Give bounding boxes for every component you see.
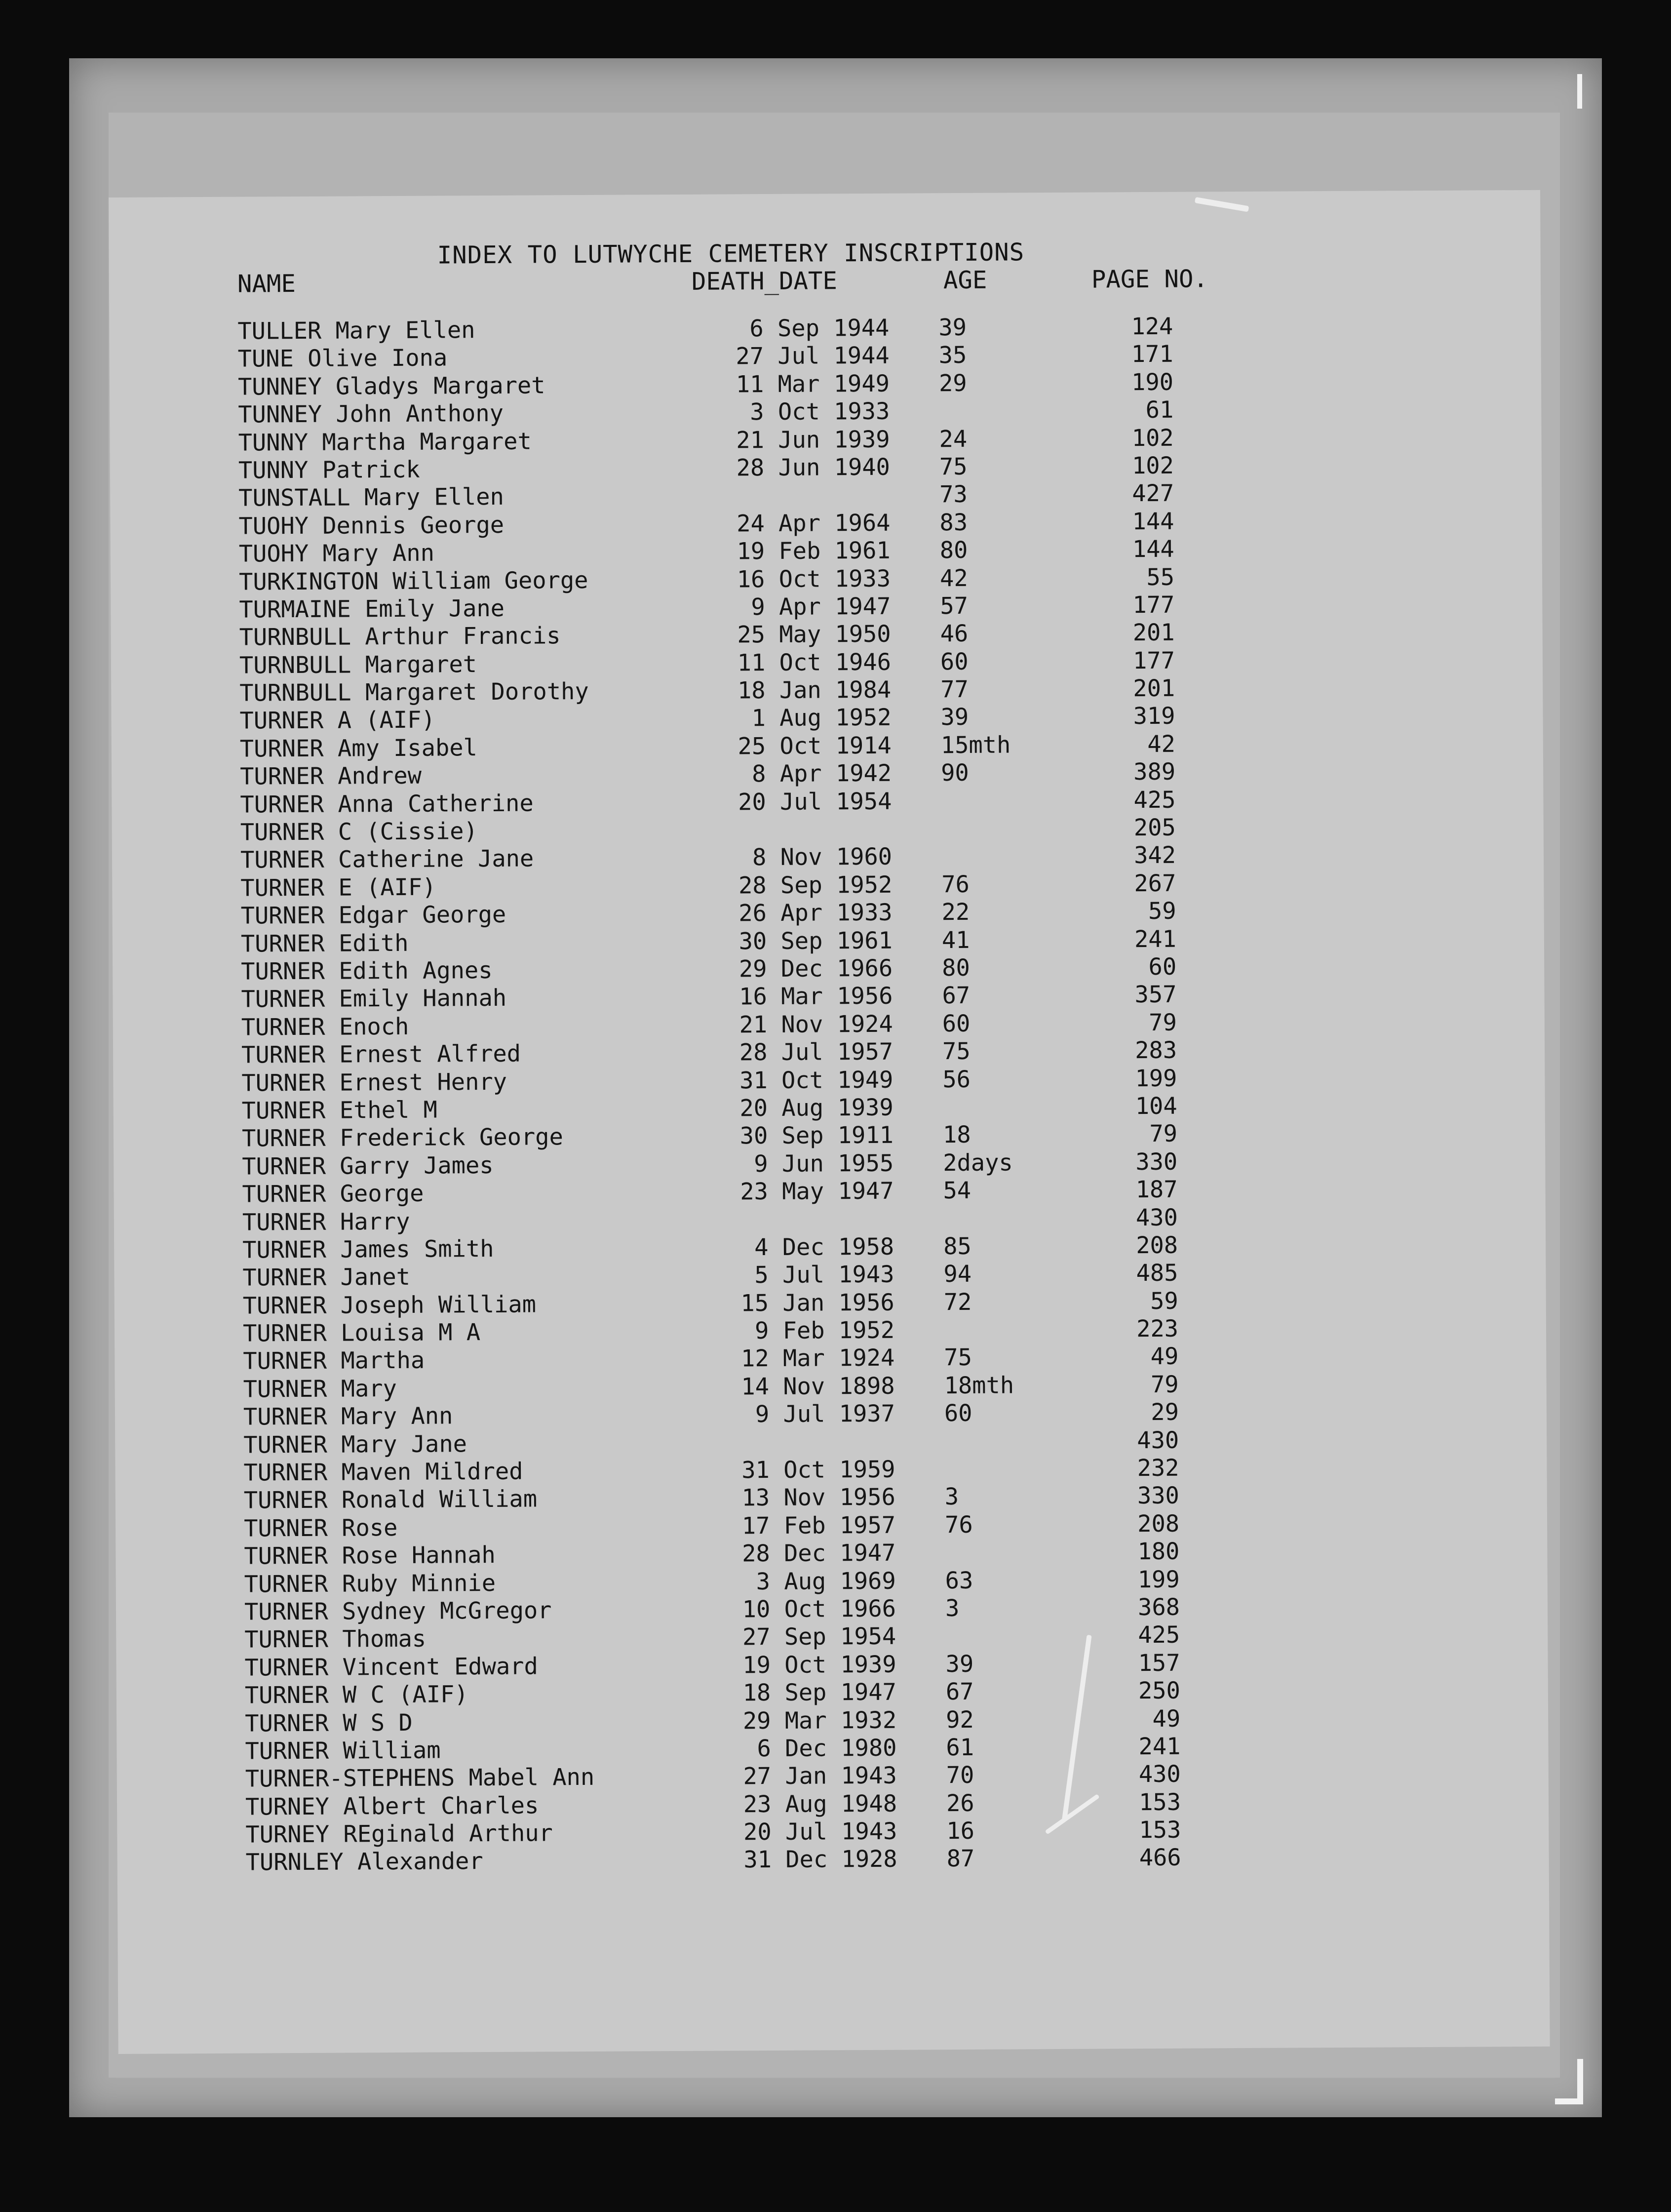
entry-page-no: 368 [1137, 1593, 1180, 1621]
entry-age: 75 [939, 453, 968, 481]
entry-death-date: 5 Jul 1943 [754, 1261, 894, 1289]
entry-age: 3 [945, 1594, 960, 1622]
entry-page-no: 49 [1152, 1705, 1181, 1733]
entry-age: 26 [946, 1789, 974, 1817]
entry-age: 73 [939, 481, 968, 509]
entry-death-date: 30 Sep 1961 [738, 927, 893, 955]
entry-name: TURNER Thomas [244, 1625, 427, 1654]
entry-death-date: 23 May 1947 [740, 1177, 894, 1206]
entry-death-date: 12 Mar 1924 [740, 1344, 895, 1373]
entry-page-no: 425 [1138, 1621, 1180, 1649]
entry-name: TURNER Louisa M A [242, 1319, 481, 1347]
entry-age: 35 [938, 342, 967, 369]
entry-age: 18 [942, 1121, 971, 1149]
entry-death-date: 1 Aug 1952 [751, 704, 892, 732]
entry-death-date: 4 Dec 1958 [754, 1233, 894, 1262]
column-header-page-no: PAGE NO. [1091, 265, 1208, 294]
entry-age: 46 [940, 620, 969, 648]
entry-name: TURNER Ernest Henry [241, 1068, 507, 1097]
entry-name: TURNER Rose [243, 1514, 398, 1542]
entry-name: TURNER Martha [243, 1347, 425, 1376]
entry-age: 92 [946, 1706, 974, 1734]
entry-death-date: 11 Oct 1946 [737, 648, 892, 677]
entry-death-date: 8 Nov 1960 [752, 843, 893, 871]
entry-name: TURNBULL Arthur Francis [239, 622, 561, 651]
entries-list [109, 311, 1549, 1878]
entry-death-date: 21 Nov 1924 [739, 1010, 893, 1039]
entry-age: 56 [942, 1066, 971, 1093]
entry-name: TURNER Ethel M [241, 1096, 437, 1125]
entry-name: TURNER Emily Hannah [241, 985, 507, 1013]
entry-name: TURNEY Albert Charles [245, 1792, 539, 1821]
entry-page-no: 199 [1135, 1065, 1177, 1092]
entry-page-no: 55 [1146, 563, 1175, 591]
entry-page-no: 79 [1149, 1009, 1177, 1036]
entry-death-date: 20 Jul 1943 [743, 1817, 897, 1846]
entry-name: TURNER William [245, 1737, 441, 1765]
entry-page-no: 102 [1131, 424, 1174, 452]
entry-page-no: 102 [1131, 452, 1174, 480]
entry-death-date: 9 Jun 1955 [754, 1149, 894, 1178]
entry-page-no: 232 [1137, 1454, 1179, 1482]
entry-name: TURNER Sydney McGregor [244, 1597, 552, 1626]
entry-death-date: 6 Dec 1980 [757, 1734, 897, 1763]
entry-death-date: 26 Apr 1933 [738, 899, 893, 927]
entry-name: TURNER Mary Ann [243, 1402, 453, 1431]
entry-page-no: 342 [1133, 842, 1176, 869]
entry-name: TURNER E (AIF) [240, 873, 436, 902]
entry-page-no: 205 [1133, 814, 1176, 842]
entry-page-no: 430 [1138, 1760, 1181, 1788]
entry-page-no: 201 [1133, 674, 1175, 703]
film-corner-mark [1577, 74, 1582, 109]
entry-age: 61 [946, 1734, 974, 1762]
entry-name: TURNER Edith Agnes [241, 956, 493, 986]
entry-name: TUNNY Patrick [238, 456, 420, 484]
entry-age: 39 [938, 314, 967, 342]
entry-page-no: 42 [1147, 730, 1175, 758]
entry-death-date: 16 Oct 1933 [737, 565, 891, 593]
entry-age: 76 [944, 1511, 973, 1539]
entry-name: TURNER-STEPHENS Mabel Ann [245, 1764, 595, 1793]
entry-name: TUNSTALL Mary Ellen [238, 483, 504, 512]
entry-name: TURNER Edgar George [240, 901, 506, 930]
entry-name: TUNNY Martha Margaret [238, 428, 532, 457]
entry-age: 22 [941, 899, 970, 926]
entry-name: TURNER C (Cissie) [240, 818, 478, 846]
entry-page-no: 177 [1132, 647, 1175, 674]
entry-name: TURNER George [242, 1180, 424, 1208]
film-scratch [1195, 197, 1249, 212]
entry-age: 67 [942, 982, 971, 1010]
entry-age: 60 [944, 1400, 972, 1427]
entry-death-date: 17 Feb 1957 [741, 1511, 896, 1540]
entry-page-no: 29 [1151, 1398, 1179, 1426]
entry-age: 24 [939, 425, 968, 453]
entry-age: 39 [940, 704, 969, 731]
entry-age: 54 [943, 1177, 972, 1205]
entry-death-date: 27 Sep 1954 [742, 1623, 896, 1651]
entry-page-no: 79 [1149, 1120, 1178, 1148]
entry-death-date: 3 Oct 1933 [750, 397, 890, 426]
entry-age: 90 [940, 759, 969, 787]
entry-page-no: 389 [1133, 758, 1176, 786]
entry-death-date: 31 Oct 1959 [741, 1456, 895, 1484]
entry-name: TURNER Janet [242, 1264, 411, 1292]
entry-age: 60 [942, 1010, 971, 1037]
film-corner-mark [1577, 2059, 1583, 2103]
entry-death-date: 9 Feb 1952 [754, 1316, 895, 1345]
entry-page-no: 157 [1138, 1649, 1180, 1677]
entry-death-date: 25 Oct 1914 [738, 732, 892, 760]
entry-age: 76 [941, 870, 970, 898]
entry-name: TURMAINE Emily Jane [239, 594, 505, 624]
entry-page-no: 223 [1136, 1315, 1179, 1343]
entry-death-date: 27 Jul 1944 [736, 342, 890, 370]
entry-page-no: 267 [1134, 869, 1176, 897]
entry-name: TURNER Ronald William [243, 1485, 538, 1515]
entry-age: 41 [941, 926, 970, 954]
entry-name: TURNBULL Margaret [239, 650, 477, 679]
entry-age: 2days [943, 1149, 1013, 1177]
entry-page-no: 144 [1132, 508, 1174, 535]
entry-name: TURNER A (AIF) [239, 707, 435, 735]
entry-page-no: 319 [1133, 703, 1175, 730]
film-corner-mark [1555, 2098, 1583, 2104]
entry-death-date: 13 Nov 1956 [741, 1484, 895, 1512]
entry-death-date: 11 Mar 1949 [736, 370, 890, 398]
entry-page-no: 330 [1137, 1482, 1179, 1510]
column-header-name: NAME [237, 270, 296, 298]
entry-age: 63 [945, 1567, 973, 1594]
entry-age: 60 [940, 648, 969, 675]
entry-page-no: 187 [1135, 1176, 1178, 1204]
entry-death-date: 29 Mar 1932 [742, 1706, 897, 1735]
entry-age: 15mth [940, 731, 1011, 759]
entry-page-no: 177 [1132, 591, 1175, 619]
entry-death-date: 9 Jul 1937 [755, 1400, 895, 1428]
entry-page-no: 430 [1137, 1426, 1179, 1454]
entry-age: 16 [946, 1817, 975, 1845]
entry-page-no: 208 [1136, 1231, 1178, 1260]
entry-death-date: 21 Jun 1939 [736, 426, 890, 454]
entry-page-no: 485 [1136, 1259, 1178, 1287]
entry-name: TURNER Enoch [241, 1013, 409, 1041]
entry-page-no: 241 [1138, 1733, 1181, 1761]
entry-death-date: 31 Oct 1949 [739, 1066, 894, 1094]
entry-name: TURNER Maven Mildred [243, 1458, 523, 1487]
entry-page-no: 59 [1150, 1287, 1178, 1315]
entry-name: TURNER Mary Jane [243, 1430, 467, 1459]
entry-page-no: 357 [1134, 981, 1177, 1009]
entry-name: TURNER Harry [242, 1208, 410, 1236]
entry-death-date: 14 Nov 1898 [741, 1372, 895, 1401]
entry-name: TURNER Ruby Minnie [244, 1569, 496, 1598]
entry-name: TURNER Andrew [240, 762, 422, 790]
entry-name: TURNER Rose Hannah [244, 1541, 496, 1570]
entry-name: TUOHY Dennis George [238, 511, 505, 540]
entry-page-no: 60 [1148, 953, 1177, 981]
entry-age: 75 [944, 1344, 972, 1372]
entry-page-no: 427 [1132, 480, 1174, 508]
entry-page-no: 61 [1145, 396, 1174, 424]
entry-death-date: 3 Aug 1969 [756, 1567, 896, 1595]
index-sheet [109, 190, 1550, 2054]
entry-death-date: 15 Jan 1956 [740, 1289, 894, 1317]
entry-page-no: 153 [1139, 1788, 1181, 1816]
entry-death-date: 28 Jul 1957 [739, 1038, 894, 1066]
entry-page-no: 330 [1135, 1148, 1178, 1176]
entry-page-no: 430 [1135, 1204, 1178, 1231]
entry-name: TURNLEY Alexander [245, 1848, 483, 1877]
entry-page-no: 104 [1135, 1092, 1177, 1120]
entry-page-no: 241 [1134, 925, 1177, 953]
entry-page-no: 190 [1131, 368, 1174, 396]
entry-age: 87 [946, 1845, 975, 1873]
entry-death-date: 20 Aug 1939 [739, 1094, 894, 1122]
entry-age: 57 [940, 592, 969, 620]
entry-age: 85 [943, 1232, 972, 1261]
entry-death-date: 9 Apr 1947 [751, 592, 891, 621]
entry-death-date: 28 Dec 1947 [741, 1539, 896, 1568]
entry-page-no: 250 [1138, 1677, 1181, 1705]
entry-name: TURNER James Smith [242, 1235, 494, 1264]
page-title: INDEX TO LUTWYCHE CEMETERY INSCRIPTIONS [437, 238, 1025, 270]
column-header-death-date: DEATH_DATE [691, 267, 838, 296]
entry-age: 3 [944, 1483, 959, 1511]
entry-death-date: 28 Jun 1940 [736, 453, 891, 482]
entry-name: TUNNEY John Anthony [238, 399, 504, 429]
entry-name: TURNER Garry James [242, 1151, 494, 1181]
entry-death-date: 16 Mar 1956 [739, 983, 893, 1011]
entry-age: 39 [945, 1650, 974, 1678]
entry-death-date: 19 Feb 1961 [737, 537, 891, 565]
entry-name: TURNER Frederick George [241, 1123, 563, 1152]
column-header-age: AGE [943, 266, 987, 295]
entry-name: TURNER Catherine Jane [240, 845, 534, 874]
entry-age: 94 [943, 1261, 972, 1288]
entry-name: TURNBULL Margaret Dorothy [239, 677, 589, 707]
entry-name: TURKINGTON William George [238, 566, 588, 596]
entry-name: TURNER Amy Isabel [239, 734, 478, 763]
entry-age: 80 [942, 954, 970, 982]
entry-page-no: 283 [1135, 1036, 1177, 1065]
entry-death-date: 25 May 1950 [737, 621, 891, 649]
entry-name: TUOHY Mary Ann [238, 539, 435, 568]
entry-name: TURNER Ernest Alfred [241, 1040, 521, 1069]
entry-death-date: 10 Oct 1966 [742, 1595, 896, 1623]
entry-death-date: 24 Apr 1964 [737, 509, 891, 538]
entry-page-no: 180 [1137, 1538, 1180, 1566]
entry-death-date: 6 Sep 1944 [749, 314, 890, 343]
entry-page-no: 144 [1132, 535, 1174, 563]
entry-death-date: 30 Sep 1911 [739, 1122, 894, 1150]
entry-death-date: 28 Sep 1952 [738, 871, 893, 900]
entry-name: TULLER Mary Ellen [237, 316, 475, 345]
entry-page-no: 201 [1132, 619, 1175, 647]
entry-name: TURNER Vincent Edward [244, 1653, 538, 1682]
entry-death-date: 19 Oct 1939 [742, 1651, 896, 1679]
entry-age: 77 [940, 675, 969, 704]
entry-age: 42 [939, 564, 968, 592]
entry-page-no: 425 [1133, 786, 1176, 814]
entry-name: TURNER Mary [243, 1375, 397, 1403]
entry-death-date: 29 Dec 1966 [738, 954, 893, 983]
entry-name: TURNER Edith [240, 929, 409, 958]
entry-name: TURNEY REginald Arthur [245, 1819, 553, 1849]
entry-page-no: 171 [1131, 341, 1173, 368]
entry-name: TUNE Olive Iona [237, 344, 448, 373]
entry-death-date: 18 Jan 1984 [737, 676, 892, 705]
entry-name: TURNER Anna Catherine [240, 790, 534, 819]
entry-page-no: 59 [1148, 897, 1176, 925]
entry-death-date: 8 Apr 1942 [752, 759, 892, 788]
entry-age: 83 [939, 509, 968, 536]
entry-name: TURNER W S D [245, 1709, 413, 1738]
entry-age: 70 [946, 1762, 974, 1789]
entry-page-no: 153 [1139, 1816, 1181, 1844]
entry-age: 18mth [944, 1372, 1014, 1400]
entry-page-no: 79 [1150, 1371, 1179, 1398]
entry-page-no: 49 [1150, 1343, 1179, 1371]
entry-name: TURNER Joseph William [242, 1291, 537, 1320]
entry-age: 29 [938, 369, 967, 397]
entry-name: TUNNEY Gladys Margaret [237, 372, 545, 401]
entry-age: 75 [942, 1038, 971, 1066]
entry-age: 72 [943, 1288, 972, 1316]
entry-death-date: 20 Jul 1954 [738, 788, 892, 816]
entry-name: TURNER W C (AIF) [244, 1681, 468, 1709]
entry-page-no: 124 [1131, 313, 1173, 341]
entry-page-no: 208 [1137, 1510, 1180, 1538]
entry-page-no: 199 [1137, 1566, 1180, 1593]
entry-page-no: 466 [1139, 1844, 1181, 1872]
entry-death-date: 18 Sep 1947 [742, 1678, 897, 1707]
entry-age: 80 [939, 537, 968, 564]
entry-death-date: 27 Jan 1943 [743, 1762, 897, 1790]
entry-death-date: 31 Dec 1928 [743, 1846, 897, 1874]
entry-age: 67 [945, 1678, 974, 1706]
entry-death-date: 23 Aug 1948 [743, 1790, 897, 1818]
